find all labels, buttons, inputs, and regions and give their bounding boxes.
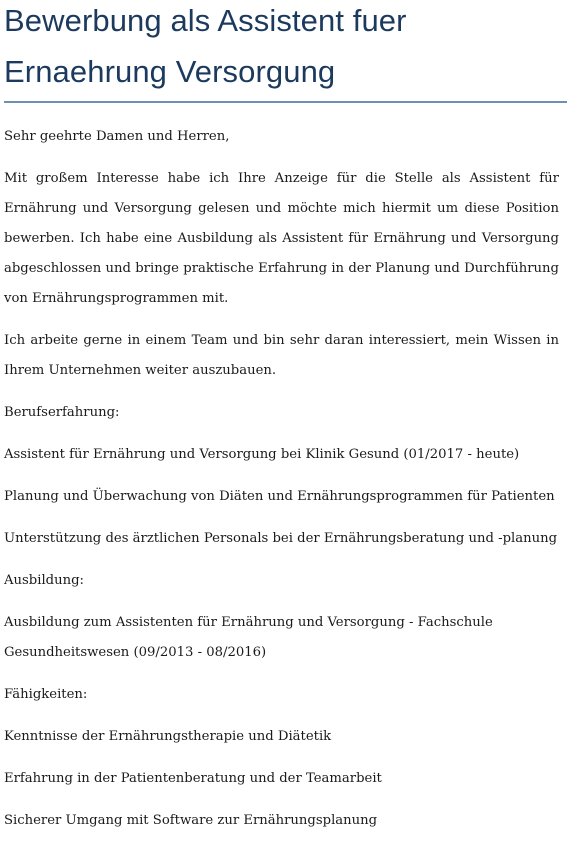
experience-item: Planung und Überwachung von Diäten und Ernährungsprogrammen für Patienten xyxy=(4,489,555,504)
experience-heading: Berufserfahrung: xyxy=(4,405,120,420)
title-divider xyxy=(4,101,567,103)
intro-paragraph: Mit großem Interesse habe ich Ihre Anzeige für die Stelle als Assistent für Ernährung und Versorgung gelesen und möchte mich hiermit um diese Position bewerben. Ich habe eine Ausbildung als Assistent für Ernährung und Versorgung abgeschlossen und bringe praktische Erfahrung in der Planung und Durchführung von Ernährungsprogrammen mit. xyxy=(4,171,559,306)
title-line-2: Ernaehrung Versorgung xyxy=(4,54,336,89)
skills-item: Sicherer Umgang mit Software zur Ernährungsplanung xyxy=(4,813,378,828)
letter-body xyxy=(4,122,559,848)
experience-item: Unterstützung des ärztlichen Personals bei der Ernährungsberatung und -planung xyxy=(4,531,558,546)
title-line-1: Bewerbung als Assistent fuer xyxy=(4,3,407,38)
skills-item: Erfahrung in der Patientenberatung und der Teamarbeit xyxy=(4,771,382,786)
document-title xyxy=(0,0,567,97)
education-heading: Ausbildung: xyxy=(4,573,84,588)
skills-heading: Fähigkeiten: xyxy=(4,687,88,702)
experience-item: Assistent für Ernährung und Versorgung bei Klinik Gesund (01/2017 - heute) xyxy=(4,447,520,462)
team-paragraph: Ich arbeite gerne in einem Team und bin sehr daran interessiert, mein Wissen in Ihrem Unternehmen weiter auszubauen. xyxy=(4,333,559,378)
salutation: Sehr geehrte Damen und Herren, xyxy=(4,129,230,144)
education-item: Ausbildung zum Assistenten für Ernährung und Versorgung - Fachschule Gesundheitswesen (09/2013 - 08/2016) xyxy=(4,615,493,660)
skills-item: Kenntnisse der Ernährungstherapie und Diätetik xyxy=(4,729,332,744)
